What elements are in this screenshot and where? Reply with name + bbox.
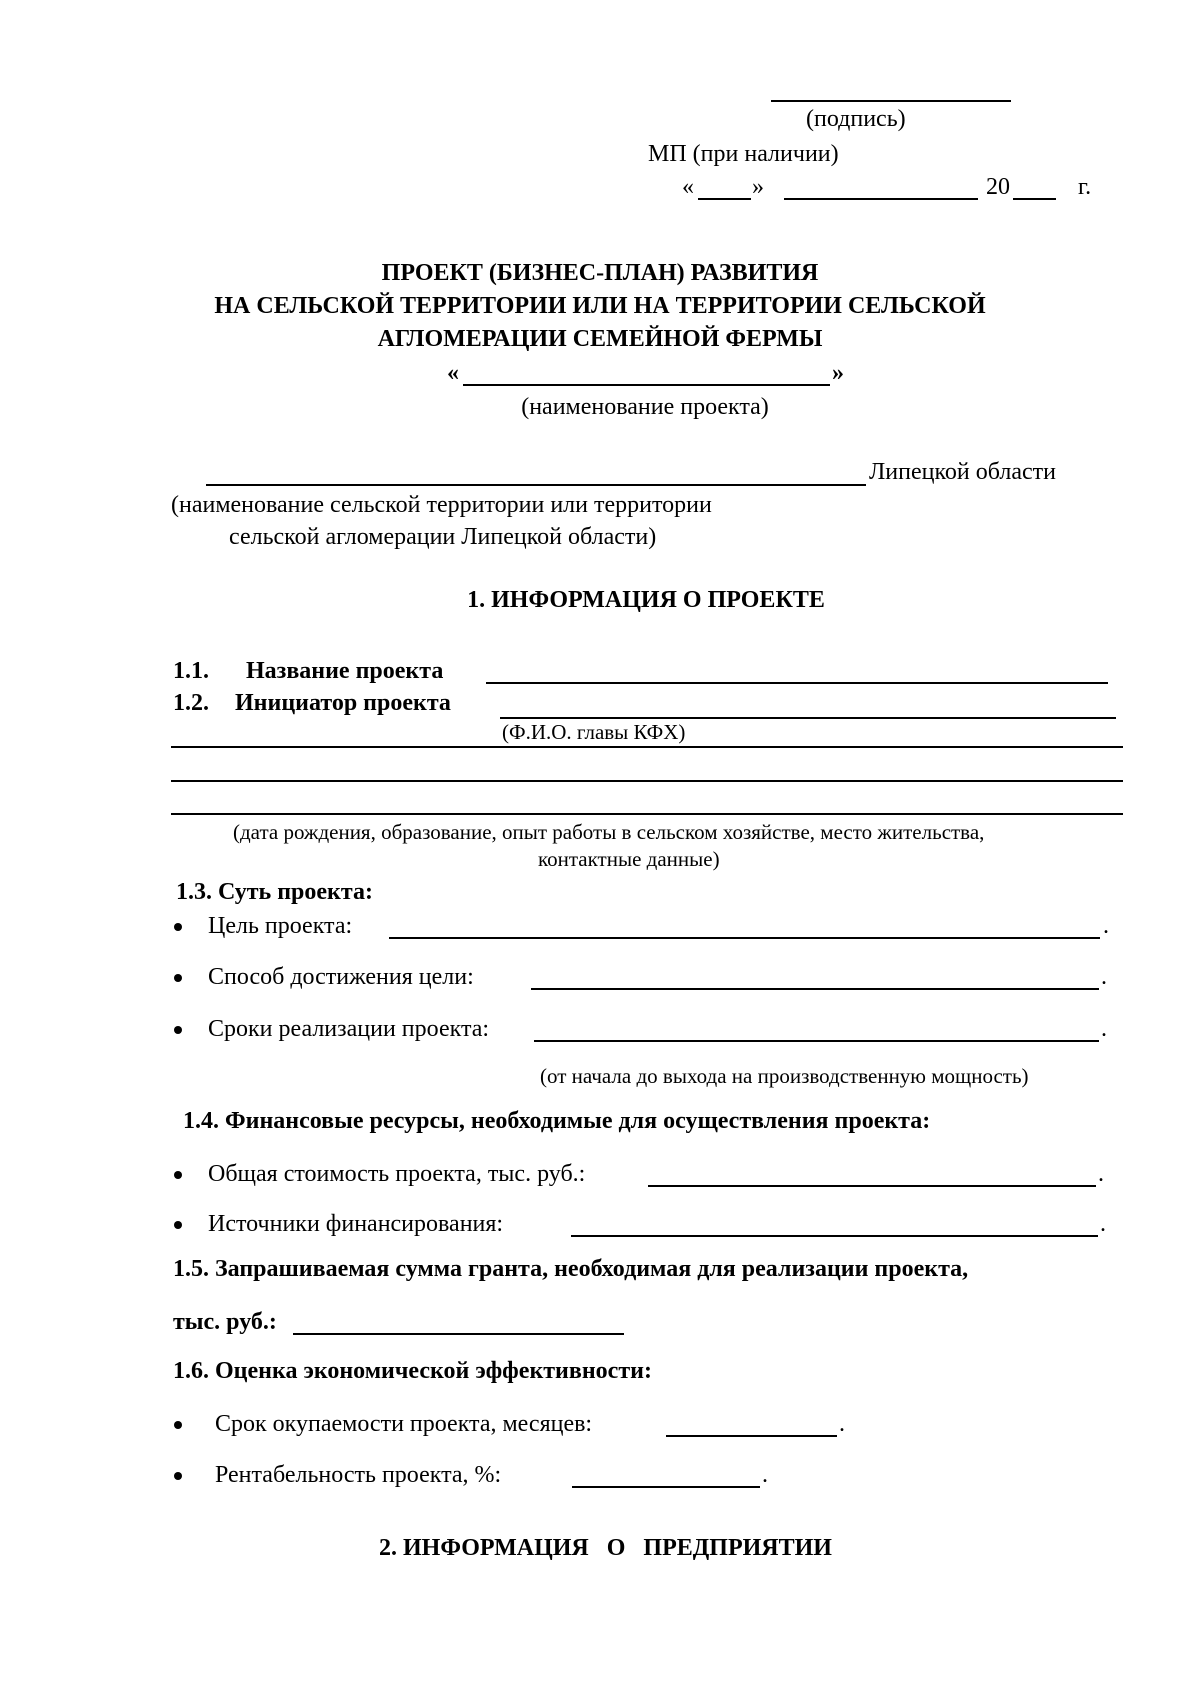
bullet-icon bbox=[174, 974, 182, 982]
project-name-open-quote: « bbox=[447, 360, 459, 386]
initiator-details-caption-line1: (дата рождения, образование, опыт работы в сельском хозяйстве, место жительства, bbox=[233, 820, 985, 844]
project-title-field[interactable] bbox=[486, 682, 1108, 684]
territory-suffix: Липецкой области bbox=[869, 459, 1056, 485]
timeline-label: Сроки реализации проекта: bbox=[208, 1016, 490, 1042]
timeline-period: . bbox=[1101, 1016, 1107, 1042]
item-1-1-number: 1.1. bbox=[173, 658, 209, 684]
payback-field[interactable] bbox=[666, 1435, 837, 1437]
funding-sources-period: . bbox=[1100, 1211, 1106, 1237]
bullet-icon bbox=[174, 1171, 182, 1179]
initiator-details-caption-line2: контактные данные) bbox=[538, 847, 720, 871]
bullet-icon bbox=[174, 1026, 182, 1034]
document-title-line2: НА СЕЛЬСКОЙ ТЕРРИТОРИИ ИЛИ НА ТЕРРИТОРИИ СЕЛЬСКОЙ bbox=[214, 293, 986, 319]
profitability-period: . bbox=[762, 1462, 768, 1488]
date-year-suffix: г. bbox=[1078, 174, 1092, 200]
total-cost-field[interactable] bbox=[648, 1185, 1096, 1187]
item-1-5-label-line2: тыс. руб.: bbox=[173, 1309, 277, 1335]
timeline-caption: (от начала до выхода на производственную мощность) bbox=[540, 1064, 1029, 1088]
timeline-field[interactable] bbox=[534, 1040, 1099, 1042]
project-name-field[interactable] bbox=[463, 384, 830, 386]
goal-period: . bbox=[1103, 913, 1109, 939]
signature-caption: (подпись) bbox=[806, 106, 906, 132]
goal-field[interactable] bbox=[389, 937, 1100, 939]
bullet-icon bbox=[174, 1221, 182, 1229]
date-month-field[interactable] bbox=[784, 198, 978, 200]
initiator-details-field-3[interactable] bbox=[171, 813, 1123, 815]
payback-period: . bbox=[839, 1411, 845, 1437]
stamp-label: МП (при наличии) bbox=[648, 141, 839, 167]
funding-sources-label: Источники финансирования: bbox=[208, 1211, 504, 1237]
signature-line[interactable] bbox=[771, 100, 1011, 102]
bullet-icon bbox=[174, 1472, 182, 1480]
item-1-2-label: Инициатор проекта bbox=[235, 690, 451, 716]
method-period: . bbox=[1101, 964, 1107, 990]
method-field[interactable] bbox=[531, 988, 1099, 990]
initiator-details-field-1[interactable] bbox=[171, 746, 1123, 748]
total-cost-label: Общая стоимость проекта, тыс. руб.: bbox=[208, 1161, 586, 1187]
item-1-5-label-line1: 1.5. Запрашиваемая сумма гранта, необходимая для реализации проекта, bbox=[173, 1256, 969, 1282]
grant-amount-field[interactable] bbox=[293, 1333, 624, 1335]
date-year-prefix: 20 bbox=[986, 174, 1010, 200]
territory-caption-line2: сельской агломерации Липецкой области) bbox=[229, 524, 657, 550]
bullet-icon bbox=[174, 1421, 182, 1429]
profitability-field[interactable] bbox=[572, 1486, 760, 1488]
document-title-line3: АГЛОМЕРАЦИИ СЕМЕЙНОЙ ФЕРМЫ bbox=[377, 326, 823, 352]
document-title-line1: ПРОЕКТ (БИЗНЕС-ПЛАН) РАЗВИТИЯ bbox=[381, 260, 819, 286]
item-1-2-number: 1.2. bbox=[173, 690, 209, 716]
method-label: Способ достижения цели: bbox=[208, 964, 474, 990]
territory-field[interactable] bbox=[206, 484, 866, 486]
territory-caption-line1: (наименование сельской территории или территории bbox=[171, 492, 712, 518]
date-day-field[interactable] bbox=[698, 198, 751, 200]
initiator-details-field-2[interactable] bbox=[171, 780, 1123, 782]
funding-sources-field[interactable] bbox=[571, 1235, 1098, 1237]
project-name-close-quote: » bbox=[832, 360, 844, 386]
profitability-label: Рентабельность проекта, %: bbox=[215, 1462, 502, 1488]
bullet-icon bbox=[174, 923, 182, 931]
date-year-field[interactable] bbox=[1013, 198, 1056, 200]
total-cost-period: . bbox=[1098, 1161, 1104, 1187]
section1-heading: 1. ИНФОРМАЦИЯ О ПРОЕКТЕ bbox=[467, 587, 825, 613]
date-open-quote: « bbox=[682, 174, 694, 200]
section2-heading: 2. ИНФОРМАЦИЯ О ПРЕДПРИЯТИИ bbox=[379, 1535, 832, 1561]
goal-label: Цель проекта: bbox=[208, 913, 353, 939]
item-1-4-label: 1.4. Финансовые ресурсы, необходимые для осуществления проекта: bbox=[183, 1108, 931, 1134]
initiator-caption: (Ф.И.О. главы КФХ) bbox=[502, 720, 686, 744]
date-close-quote: » bbox=[752, 174, 764, 200]
item-1-1-label: Название проекта bbox=[246, 658, 444, 684]
payback-label: Срок окупаемости проекта, месяцев: bbox=[215, 1411, 593, 1437]
item-1-3-label: 1.3. Суть проекта: bbox=[176, 879, 373, 905]
project-name-caption: (наименование проекта) bbox=[521, 394, 769, 420]
item-1-6-label: 1.6. Оценка экономической эффективности: bbox=[173, 1358, 652, 1384]
